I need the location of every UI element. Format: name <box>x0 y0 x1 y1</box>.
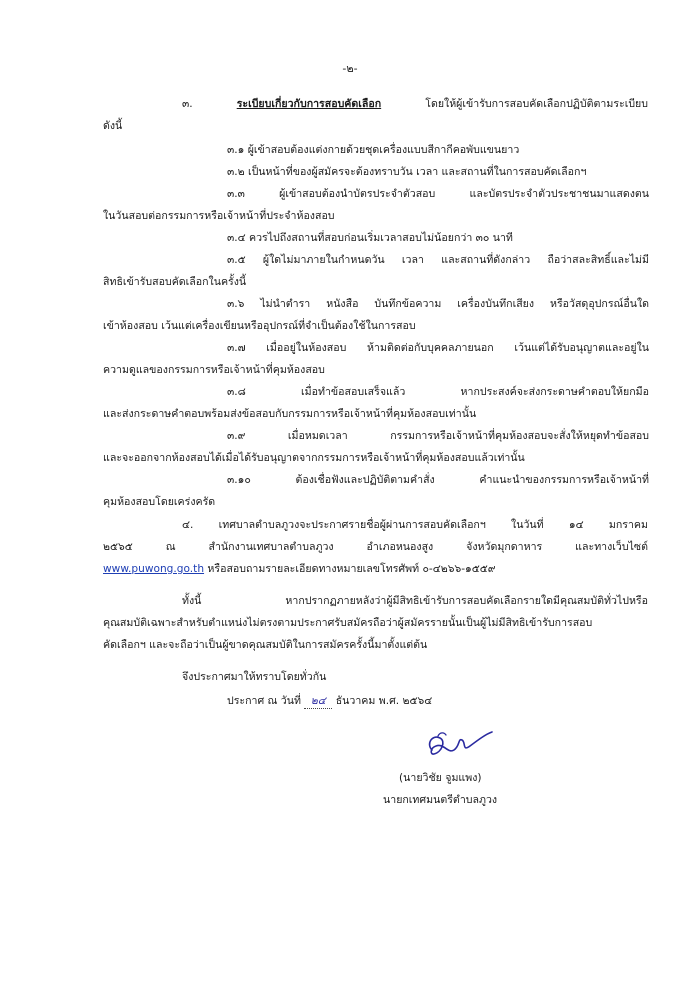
closing-line2: คุณสมบัติเฉพาะสำหรับตำแหน่งไม่ตรงตามประกาศรับสมัครถือว่าผู้สมัครรายนั้นเป็นผู้ไม่มีสิทธิเข้ารับการสอบ <box>103 617 593 629</box>
date-suffix: ธันวาคม พ.ศ. ๒๕๖๔ <box>335 695 433 707</box>
closing-line3: คัดเลือกฯ และจะถือว่าเป็นผู้ขาดคุณสมบัติในการสมัครครั้งนี้มาตั้งแต่ต้น <box>103 639 428 651</box>
section4-line2: ๒๕๖๕ ณ สำนักงานเทศบาลตำบลภูวง อำเภอหนองสูง จังหวัดมุกดาหาร และทางเว็บไซต์ <box>103 541 648 553</box>
date-day: ๒๔ <box>304 694 332 709</box>
item-3-10-line1: ๓.๑๐ ต้องเชื่อฟังและปฏิบัติตามคำสั่ง คำแนะนำของกรรมการหรือเจ้าหน้าที่ <box>227 474 649 486</box>
item-3-1: ๓.๑ ผู้เข้าสอบต้องแต่งกายด้วยชุดเครื่องแบบสีกากีคอพับแขนยาว <box>227 144 520 156</box>
announce-date <box>227 694 432 709</box>
item-3-8-line2: และส่งกระดาษคำตอบพร้อมส่งข้อสอบกับกรรมการหรือเจ้าหน้าที่คุมห้องสอบเท่านั้น <box>103 408 477 420</box>
section3-intro <box>182 97 648 111</box>
announce-text: จึงประกาศมาให้ทราบโดยทั่วกัน <box>182 671 327 683</box>
item-3-9-line1: ๓.๙ เมื่อหมดเวลา กรรมการหรือเจ้าหน้าที่คุมห้องสอบจะสั่งให้หยุดทำข้อสอบ <box>227 430 649 442</box>
item-3-4: ๓.๔ ควรไปถึงสถานที่สอบก่อนเริ่มเวลาสอบไม่น้อยกว่า ๓๐ นาที <box>227 232 513 244</box>
closing-line1: ทั้งนี้ หากปรากฏภายหลังว่าผู้มีสิทธิเข้ารับการสอบคัดเลือกรายใดมีคุณสมบัติทั่วไปหรือ <box>182 595 648 607</box>
item-3-9-line2: และจะออกจากห้องสอบได้เมื่อได้รับอนุญาตจากกรรมการหรือเจ้าหน้าที่คุมห้องสอบแล้วเท่านั้น <box>103 452 525 464</box>
item-3-10-line2: คุมห้องสอบโดยเคร่งครัด <box>103 496 216 508</box>
item-3-7-line2: ความดูแลของกรรมการหรือเจ้าหน้าที่คุมห้องสอบ <box>103 364 325 376</box>
item-3-8-line1: ๓.๘ เมื่อทำข้อสอบเสร็จแล้ว หากประสงค์จะส่งกระดาษคำตอบให้ยกมือ <box>227 386 649 398</box>
signature-image <box>418 724 498 766</box>
section3-number: ๓. <box>182 98 193 110</box>
signatory-title: นายกเทศมนตรีตำบลภูวง <box>383 794 498 806</box>
section4-line1: ๔. เทศบาลตำบลภูวงจะประกาศรายชื่อผู้ผ่านการสอบคัดเลือกฯ ในวันที่ ๑๔ มกราคม <box>182 519 648 531</box>
item-3-3-line2: ในวันสอบต่อกรรมการหรือเจ้าหน้าที่ประจำห้องสอบ <box>103 210 335 222</box>
date-prefix: ประกาศ ณ วันที่ <box>227 695 301 707</box>
item-3-5-line2: สิทธิเข้ารับสอบคัดเลือกในครั้งนี้ <box>103 276 247 288</box>
page-number: -๒- <box>342 62 358 75</box>
section4-line3 <box>103 562 496 576</box>
section3-intro-cont: ดังนี้ <box>103 120 123 132</box>
item-3-2: ๓.๒ เป็นหน้าที่ของผู้สมัครจะต้องทราบวัน เวลา และสถานที่ในการสอบคัดเลือกฯ <box>227 166 587 178</box>
signatory-name: (นายวิชัย จูมแพง) <box>399 772 482 784</box>
item-3-6-line1: ๓.๖ ไม่นำตำรา หนังสือ บันทึกข้อความ เครื่องบันทึกเสียง หรือวัสดุอุปกรณ์อื่นใด <box>227 298 649 310</box>
item-3-5-line1: ๓.๕ ผู้ใดไม่มาภายในกำหนดวัน เวลา และสถานที่ดังกล่าว ถือว่าสละสิทธิ์และไม่มี <box>227 254 649 266</box>
section4-line3-rest: หรือสอบถามรายละเอียดทางหมายเลขโทรศัพท์ ๐-๔๒๖๖-๑๕๕๙ <box>204 563 496 575</box>
section3-heading: ระเบียบเกี่ยวกับการสอบคัดเลือก <box>236 98 382 110</box>
item-3-3-line1: ๓.๓ ผู้เข้าสอบต้องนำบัตรประจำตัวสอบ และบัตรประจำตัวประชาชนมาแสดงตน <box>227 188 649 200</box>
section3-intro-rest: โดยให้ผู้เข้ารับการสอบคัดเลือกปฏิบัติตามระเบียบ <box>425 98 648 110</box>
item-3-7-line1: ๓.๗ เมื่ออยู่ในห้องสอบ ห้ามติดต่อกับบุคคลภายนอก เว้นแต่ได้รับอนุญาตและอยู่ใน <box>227 342 649 354</box>
website-link[interactable]: www.puwong.go.th <box>103 563 205 575</box>
item-3-6-line2: เข้าห้องสอบ เว้นแต่เครื่องเขียนหรืออุปกรณ์ที่จำเป็นต้องใช้ในการสอบ <box>103 320 416 332</box>
